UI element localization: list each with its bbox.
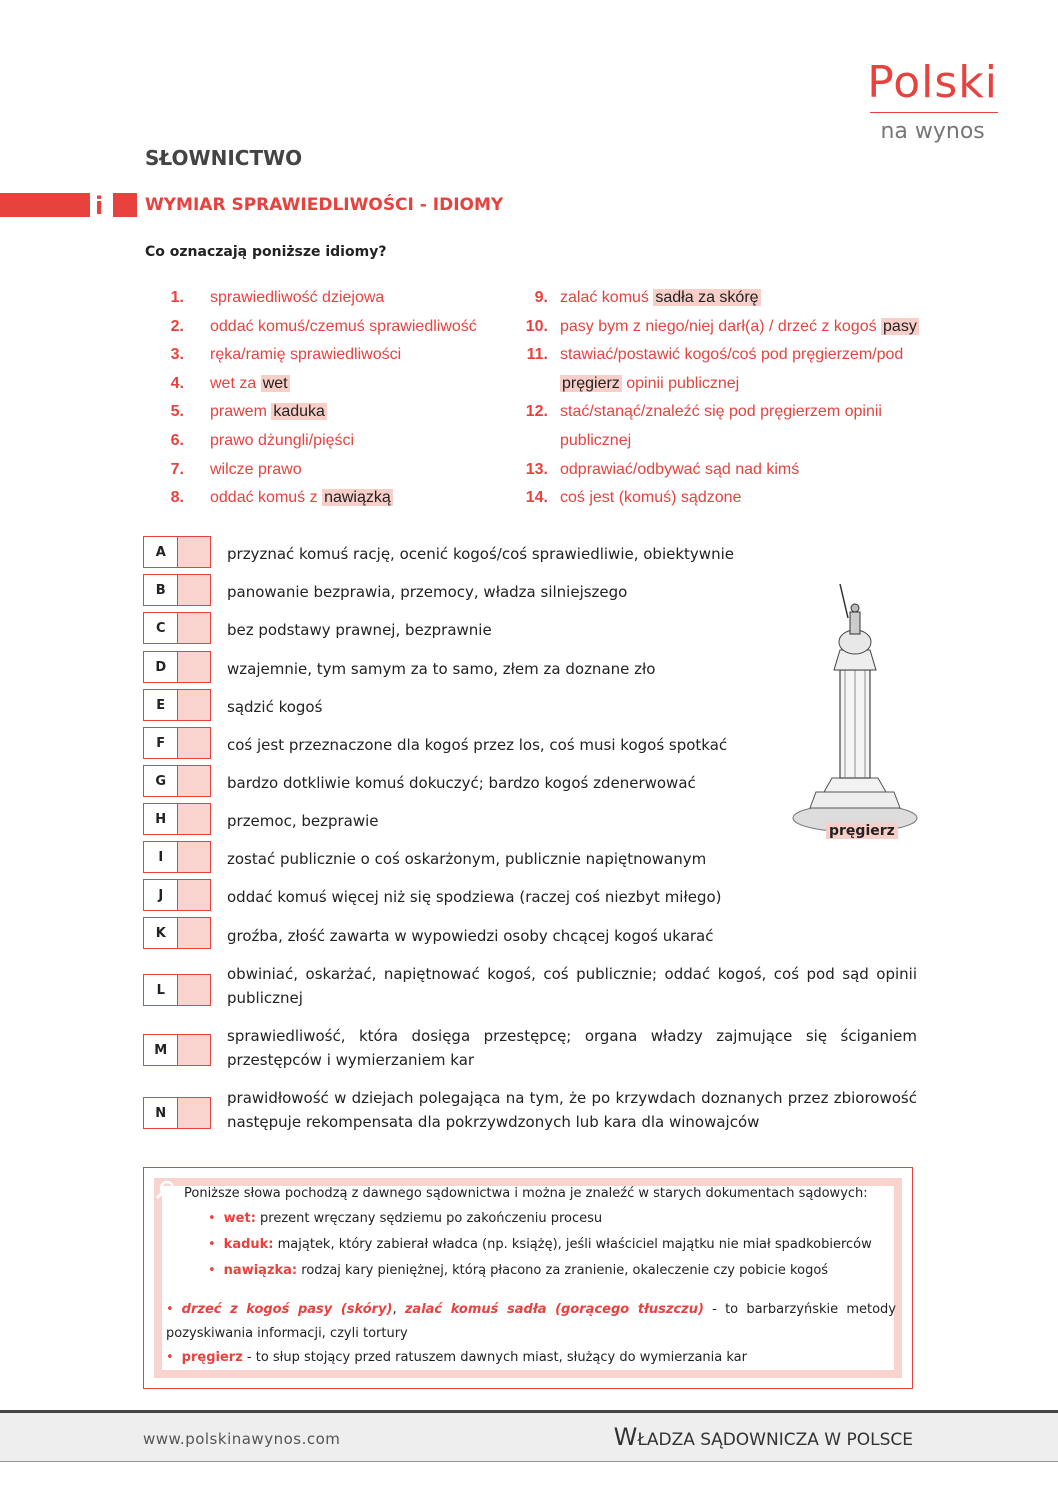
idiom-highlight: pasy — [883, 317, 917, 335]
idiom-text — [560, 427, 631, 456]
answer-input[interactable] — [178, 842, 210, 872]
idiom-part: opinii publicznej — [621, 374, 740, 392]
idiom-highlight: sadła za skórę — [655, 289, 759, 306]
exercise-title: WYMIAR SPRAWIEDLIWOŚCI - IDIOMY — [145, 195, 504, 215]
idiom-part: wilcze prawo — [210, 460, 302, 478]
answer-definition: przemoc, bezprawie — [227, 812, 379, 830]
answer-definition: groźba, złość zawarta w wypowiedzi osoby chcącej kogoś ukarać — [227, 927, 714, 945]
idiom-row — [140, 341, 500, 370]
logo-sub: na wynos — [880, 119, 985, 144]
answer-input[interactable] — [178, 728, 210, 758]
idiom-number: 5. — [170, 403, 184, 421]
answer-letter: I — [144, 842, 178, 872]
logo-divider — [870, 112, 998, 113]
answer-definition: sprawiedliwość, która dosięga przestępcę; organa władzy zajmujące się ściganiem przestępców i wymierzaniem kar — [227, 1027, 917, 1069]
idiom-row — [520, 341, 920, 370]
idiom-number: 11. — [526, 346, 548, 364]
note-extra-1-term2: zalać komuś sadła (gorącego tłuszczu) — [404, 1302, 704, 1317]
answer-input[interactable] — [178, 575, 210, 605]
footer-url[interactable]: www.polskinawynos.com — [143, 1430, 341, 1448]
idiom-text — [210, 370, 290, 399]
idiom-text — [210, 398, 327, 427]
idiom-number: 14. — [525, 489, 548, 507]
idiom-part: wet za — [210, 374, 261, 392]
answer-definition: wzajemnie, tym samym za to samo, złem za doznane zło — [227, 660, 656, 678]
idiom-part: prawem — [210, 403, 272, 421]
note-definition: majątek, który zabierał władca (np. książę), jeśli właściciel majątku nie miał spadkobierców — [273, 1237, 872, 1252]
info-icon: i — [95, 192, 104, 220]
logo — [867, 58, 998, 144]
answer-box-m — [143, 1034, 211, 1066]
idiom-row — [520, 370, 920, 399]
idiom-text — [560, 398, 882, 427]
answer-box-e — [143, 689, 211, 721]
answer-box-j — [143, 879, 211, 911]
answer-definition: zostać publicznie o coś oskarżonym, publicznie napiętnowanym — [227, 850, 707, 868]
footer-title-w: W — [613, 1423, 638, 1451]
note-extra-1: • drzeć z kogoś pasy (skóry), zalać komuś sadła (gorącego tłuszczu) - to barbarzyńskie metody pozyskiwania informacji, czyli tortury — [166, 1302, 897, 1341]
answer-letter: K — [144, 918, 178, 948]
idiom-highlight: kaduka — [273, 403, 325, 421]
footer-bottom-rule — [0, 1461, 1058, 1462]
answer-definition: coś jest przeznaczone dla kogoś przez los, coś musi kogoś spotkać — [227, 736, 728, 754]
note-definition: prezent wręczany sędziemu po zakończeniu procesu — [255, 1211, 603, 1226]
note-extra-1-sep: , — [392, 1302, 405, 1317]
idiom-number: 2. — [170, 317, 184, 335]
idiom-text — [560, 484, 741, 513]
idiom-number: 6. — [170, 431, 184, 449]
title-band-square — [113, 193, 137, 217]
idiom-text — [560, 284, 761, 313]
answer-definition: oddać komuś więcej niż się spodziewa (raczej coś niezbyt miłego) — [227, 888, 722, 906]
idiom-number: 13. — [525, 460, 548, 478]
answer-input[interactable] — [178, 880, 210, 910]
note-extra-2-term: pręgierz — [181, 1350, 243, 1365]
answer-letter: L — [144, 975, 178, 1005]
idiom-row — [520, 284, 920, 313]
footer-title-end: POLSCE — [846, 1430, 913, 1450]
magnifier-icon — [154, 1178, 178, 1202]
answer-input[interactable] — [178, 804, 210, 834]
idiom-text — [560, 313, 919, 342]
answer-definition: bardzo dotkliwie komuś dokuczyć; bardzo kogoś zdenerwować — [227, 774, 696, 792]
idiom-row — [140, 484, 500, 513]
note-extra-1-term1: drzeć z kogoś pasy (skóry) — [181, 1302, 393, 1317]
note-bullet: • — [208, 1237, 216, 1252]
note-item — [208, 1206, 896, 1232]
note-bullet: • — [208, 1211, 216, 1226]
idiom-text — [210, 341, 401, 370]
title-band — [0, 193, 90, 217]
idiom-number: 12. — [525, 403, 548, 421]
answer-box-h — [143, 803, 211, 835]
idiom-part: oddać komuś/czemuś sprawiedliwość — [210, 317, 477, 335]
idiom-number: 4. — [170, 374, 184, 392]
idiom-part: stawiać/postawić kogoś/coś pod pręgierzem/pod — [560, 346, 904, 364]
idiom-number: 9. — [534, 289, 548, 306]
answer-box-g — [143, 765, 211, 797]
idiom-number: 7. — [170, 460, 184, 478]
note-item — [208, 1232, 896, 1258]
idiom-row — [520, 427, 920, 456]
pillory-illustration — [790, 570, 920, 840]
answer-input[interactable] — [178, 690, 210, 720]
answer-box-l — [143, 974, 211, 1006]
idiom-row — [520, 456, 920, 485]
answer-input[interactable] — [178, 652, 210, 682]
idiom-part: odprawiać/odbywać sąd nad kimś — [560, 460, 800, 478]
answer-input[interactable] — [178, 918, 210, 948]
answer-letter: C — [144, 613, 178, 643]
idiom-row — [140, 427, 500, 456]
answer-letter: H — [144, 804, 178, 834]
idiom-highlight: pręgierz — [562, 374, 620, 392]
answer-box-b — [143, 574, 211, 606]
idiom-text — [560, 370, 739, 399]
answer-definition: prawidłowość w dziejach polegająca na tym, że po krzywdach doznanych przez zbiorowość następuje rekompensata dla pokrzywdzonych lub kara dla winowajców — [227, 1089, 917, 1131]
answer-letter: F — [144, 728, 178, 758]
idiom-text — [210, 456, 302, 485]
answer-box-n — [143, 1097, 211, 1129]
idiom-text — [560, 341, 903, 370]
idiom-number: 3. — [170, 346, 184, 364]
answer-input[interactable] — [178, 975, 210, 1005]
pillory-caption: pręgierz — [826, 823, 898, 839]
idiom-row — [140, 284, 500, 313]
idioms-left — [140, 284, 500, 513]
idiom-text — [210, 427, 354, 456]
section-title: SŁOWNICTWO — [145, 146, 303, 170]
idiom-number: 10. — [525, 317, 548, 335]
answer-letter: N — [144, 1098, 178, 1128]
note-intro: Poniższe słowa pochodzą z dawnego sądownictwa i można je znaleźć w starych dokumentach sądowych: — [184, 1186, 868, 1201]
note-items — [184, 1206, 896, 1284]
idiom-row — [520, 484, 920, 513]
answer-box-k — [143, 917, 211, 949]
note-item — [208, 1258, 896, 1284]
idiom-text — [560, 456, 799, 485]
idiom-number: 8. — [170, 489, 184, 507]
answer-box-c — [143, 612, 211, 644]
idiom-highlight: nawiązką — [324, 489, 391, 507]
answer-definition: panowanie bezprawia, przemocy, władza silniejszego — [227, 583, 628, 601]
idioms-right — [520, 284, 920, 513]
info-note — [143, 1167, 913, 1389]
idiom-part: oddać komuś z — [210, 489, 323, 507]
answer-box-a — [143, 536, 211, 568]
idiom-number — [520, 427, 548, 456]
answer-letter: J — [144, 880, 178, 910]
footer-title-rest: ŁADZA SĄDOWNICZA W — [637, 1430, 847, 1450]
note-term: kaduk: — [223, 1237, 274, 1252]
idiom-part: publicznej — [560, 431, 632, 449]
idiom-number: 1. — [170, 289, 184, 306]
idiom-part: ręka/ramię sprawiedliwości — [210, 346, 402, 364]
note-term: wet: — [223, 1211, 256, 1226]
idiom-text — [210, 313, 477, 342]
footer-title — [614, 1423, 913, 1451]
idiom-row — [520, 398, 920, 427]
answer-letter: B — [144, 575, 178, 605]
idiom-part: zalać komuś — [560, 289, 654, 306]
idiom-row — [140, 398, 500, 427]
answer-input[interactable] — [178, 613, 210, 643]
note-extra-1-rest: - to barbarzyńskie metody pozyskiwania informacji, czyli tortury — [166, 1302, 897, 1341]
answer-box-d — [143, 651, 211, 683]
idiom-row — [520, 313, 920, 342]
answer-letter: G — [144, 766, 178, 796]
answer-box-i — [143, 841, 211, 873]
idiom-part: prawo dżungli/pięści — [210, 431, 355, 449]
note-extra-2: • pręgierz - to słup stojący przed ratuszem dawnych miast, służący do wymierzania kar — [166, 1350, 747, 1365]
idiom-row — [140, 456, 500, 485]
logo-main: Polski — [867, 57, 998, 108]
answer-letter: E — [144, 690, 178, 720]
idiom-highlight: wet — [262, 374, 288, 392]
idiom-text — [210, 284, 384, 313]
idiom-row — [140, 370, 500, 399]
idiom-part: pasy bym z niego/niej darł(a) / drzeć z kogoś — [560, 317, 882, 335]
answer-input[interactable] — [178, 1035, 210, 1065]
answer-box-f — [143, 727, 211, 759]
note-term: nawiązka: — [223, 1263, 298, 1278]
idiom-number — [520, 370, 548, 399]
answer-letter: D — [144, 652, 178, 682]
idiom-part: stać/stanąć/znaleźć się pod pręgierzem opinii — [560, 403, 882, 421]
question: Co oznaczają poniższe idiomy? — [145, 244, 387, 260]
note-bullet: • — [208, 1263, 216, 1278]
note-definition: rodzaj kary pieniężnej, którą płacono za zranienie, okaleczenie czy pobicie kogoś — [297, 1263, 829, 1278]
answer-input[interactable] — [178, 766, 210, 796]
answer-definition: bez podstawy prawnej, bezprawnie — [227, 621, 492, 639]
idiom-part: coś jest (komuś) sądzone — [560, 489, 742, 507]
info-note-text — [166, 1182, 897, 1370]
answer-letter: M — [144, 1035, 178, 1065]
idiom-row — [140, 313, 500, 342]
answer-input[interactable] — [178, 1098, 210, 1128]
answer-definition: przyznać komuś rację, ocenić kogoś/coś sprawiedliwie, obiektywnie — [227, 545, 734, 563]
answer-input[interactable] — [178, 537, 210, 567]
note-extra-2-rest: - to słup stojący przed ratuszem dawnych miast, służący do wymierzania kar — [242, 1350, 747, 1365]
idiom-part: sprawiedliwość dziejowa — [210, 289, 385, 306]
answer-definition: obwiniać, oskarżać, napiętnować kogoś, coś publicznie; oddać kogoś, coś pod sąd opinii publicznej — [227, 965, 917, 1007]
answer-letter: A — [144, 537, 178, 567]
answer-definition: sądzić kogoś — [227, 698, 323, 716]
idiom-text — [210, 484, 393, 513]
